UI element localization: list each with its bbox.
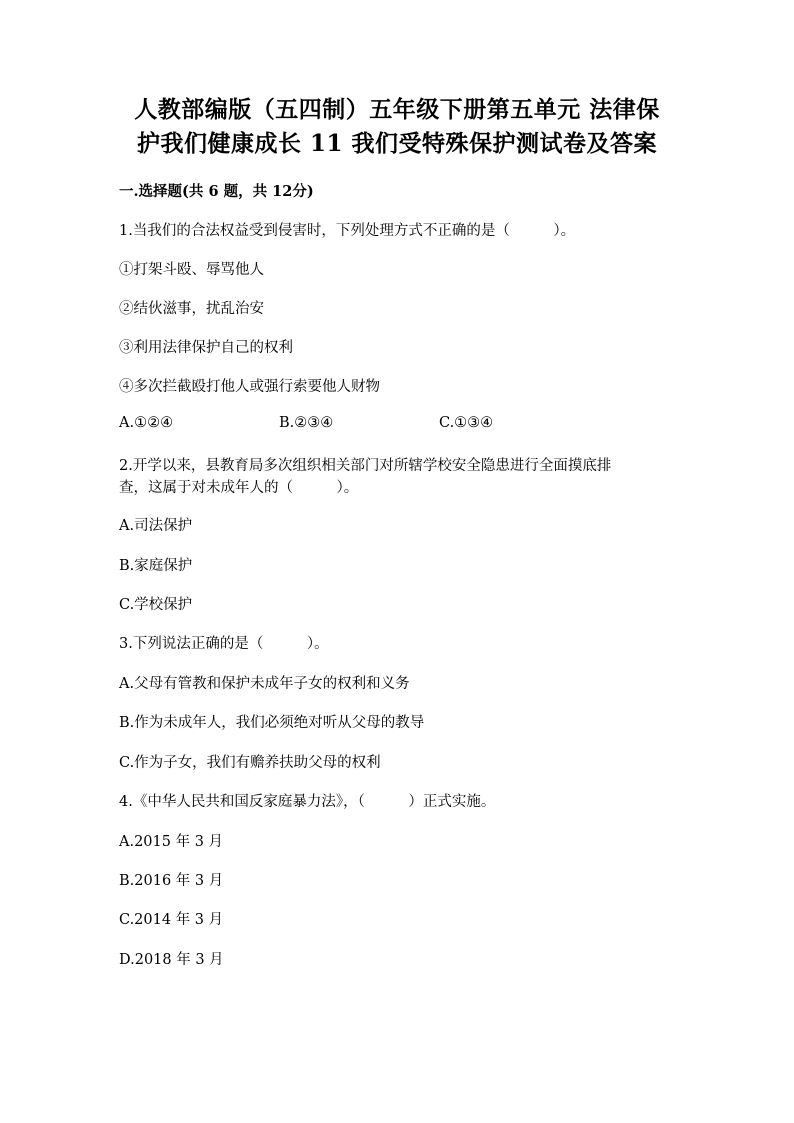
q2-option-b: B.家庭保护 — [119, 558, 193, 574]
section-heading: 一.选择题(共 6 题，共 12分) — [119, 183, 314, 200]
q1-item-3: ③利用法律保护自己的权利 — [119, 340, 293, 356]
q1-item-1: ①打架斗殴、辱骂他人 — [119, 262, 264, 278]
q1-option-c: C.①③④ — [439, 415, 494, 431]
q3-option-b: B.作为未成年人，我们必须绝对听从父母的教导 — [119, 715, 425, 731]
q4-option-b: B.2016 年 3 月 — [119, 873, 224, 889]
q3-option-c: C.作为子女，我们有赡养扶助父母的权利 — [119, 755, 381, 771]
q1-option-b: B.②③④ — [279, 415, 334, 431]
q1-option-a: A.①②④ — [119, 415, 174, 431]
q2-stem-line-2: 查，这属于对未成年人的（ ）。 — [119, 480, 359, 496]
q4-option-d: D.2018 年 3 月 — [119, 952, 224, 968]
q3-stem: 3.下列说法正确的是（ ）。 — [119, 636, 329, 652]
q4-option-c: C.2014 年 3 月 — [119, 912, 224, 928]
q2-option-a: A.司法保护 — [119, 518, 193, 534]
q4-option-a: A.2015 年 3 月 — [119, 834, 224, 850]
q3-option-a: A.父母有管教和保护未成年子女的权利和义务 — [119, 676, 410, 692]
q2-stem-line-1: 2.开学以来，县教育局多次组织相关部门对所辖学校安全隐患进行全面摸底排 — [119, 458, 612, 474]
q1-stem: 1.当我们的合法权益受到侵害时，下列处理方式不正确的是（ ）。 — [119, 223, 576, 239]
q2-option-c: C.学校保护 — [119, 597, 193, 613]
q4-stem: 4.《中华人民共和国反家庭暴力法》，（ ）正式实施。 — [119, 794, 496, 810]
title-line-2: 护我们健康成长 11 我们受特殊保护测试卷及答案 — [136, 130, 658, 157]
title-line-1: 人教部编版（五四制）五年级下册第五单元 法律保 — [134, 96, 660, 123]
q1-item-4: ④多次拦截殴打他人或强行索要他人财物 — [119, 379, 380, 395]
exam-title — [90, 93, 704, 161]
q1-item-2: ②结伙滋事，扰乱治安 — [119, 301, 264, 317]
